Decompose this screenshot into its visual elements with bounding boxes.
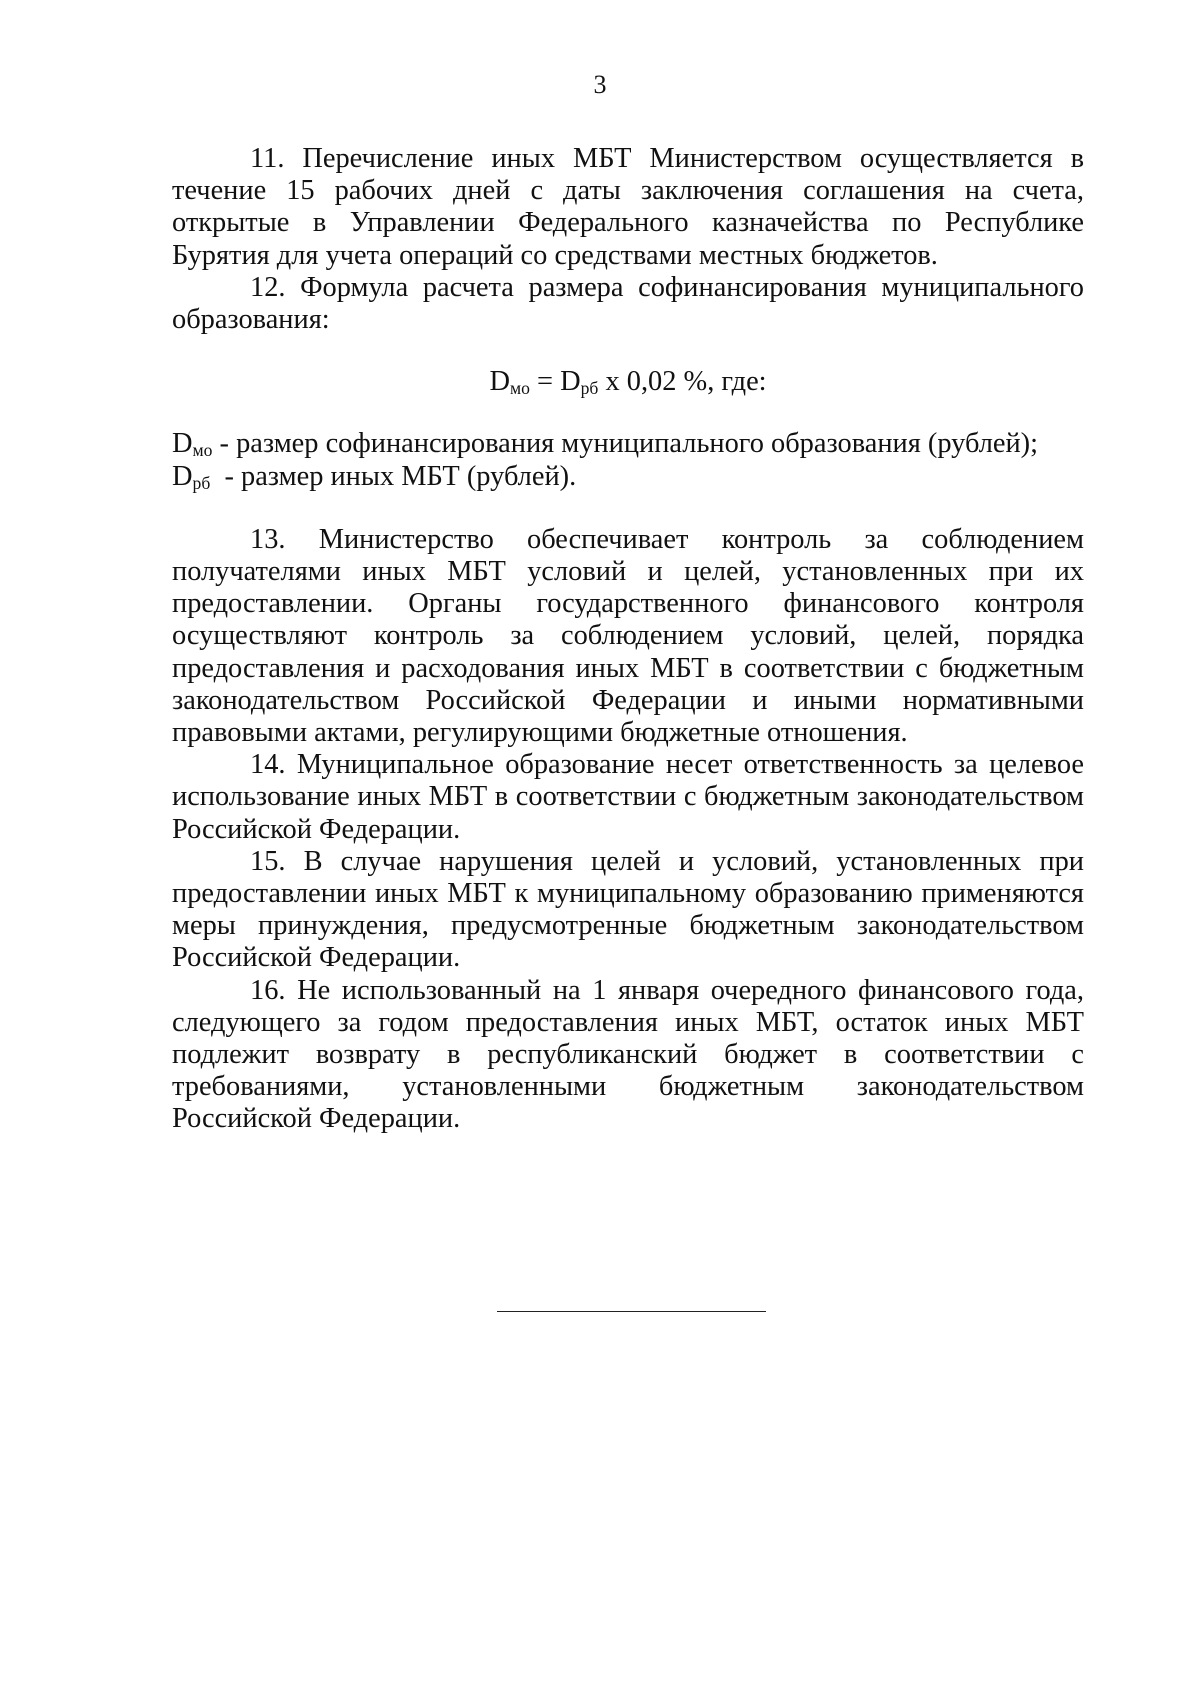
definitions xyxy=(172,428,1084,492)
formula-rest: х 0,02 %, где: xyxy=(598,366,767,398)
definition-subscript: мо xyxy=(192,440,213,461)
formula-equals: = xyxy=(529,366,561,398)
document-body xyxy=(172,143,1084,1136)
definition-symbol: D xyxy=(172,428,193,460)
paragraph-14: 14. Муниципальное образование несет ответственность за целевое использование иных МБТ в соответствии с бюджетным законодательством Российской Федерации. xyxy=(172,749,1084,845)
end-divider-line xyxy=(497,1311,766,1312)
definition-symbol: D xyxy=(172,460,193,492)
paragraph-11: 11. Перечисление иных МБТ Министерством осуществляется в течение 15 рабочих дней с даты заключения соглашения на счета, открытые в Управлении Федерального казначейства по Республике Бурятия для учета операций со средствами местных бюджетов. xyxy=(172,143,1084,271)
page-number: 3 xyxy=(593,70,607,99)
definition-text: - размер софинансирования муниципального образования (рублей); xyxy=(212,428,1039,460)
definition-subscript: рб xyxy=(192,472,211,493)
paragraph-13: 13. Министерство обеспечивает контроль за соблюдением получателями иных МБТ условий и целей, установленных при их предоставлении. Органы государственного финансового контроля осуществляют контроль за соблюдением условий, целей, порядка предоставления и расходования иных МБТ в соответствии с бюджетным законодательством Российской Федерации и иными нормативными правовыми актами, регулирующими бюджетные отношения. xyxy=(172,523,1084,749)
formula-rhs-subscript: рб xyxy=(580,378,599,399)
paragraph-16: 16. Не использованный на 1 января очередного финансового года, следующего за годом предоставления иных МБТ, остаток иных МБТ подлежит возврату в республиканский бюджет в соответствии с требованиями, установленными бюджетным законодательством Российской Федерации. xyxy=(172,974,1084,1135)
formula-lhs-symbol: D xyxy=(489,366,510,398)
formula xyxy=(172,366,1084,398)
paragraph-12: 12. Формула расчета размера софинансирования муниципального образования: xyxy=(172,271,1084,336)
formula-lhs-subscript: мо xyxy=(509,378,530,399)
definition-line xyxy=(172,428,1084,460)
formula-rhs-symbol: D xyxy=(560,366,581,398)
definition-line xyxy=(172,461,1084,493)
paragraph-15: 15. В случае нарушения целей и условий, установленных при предоставлении иных МБТ к муниципальному образованию применяются меры принуждения, предусмотренные бюджетным законодательством Российской Федерации. xyxy=(172,845,1084,974)
definition-text: - размер иных МБТ (рублей). xyxy=(210,460,577,492)
